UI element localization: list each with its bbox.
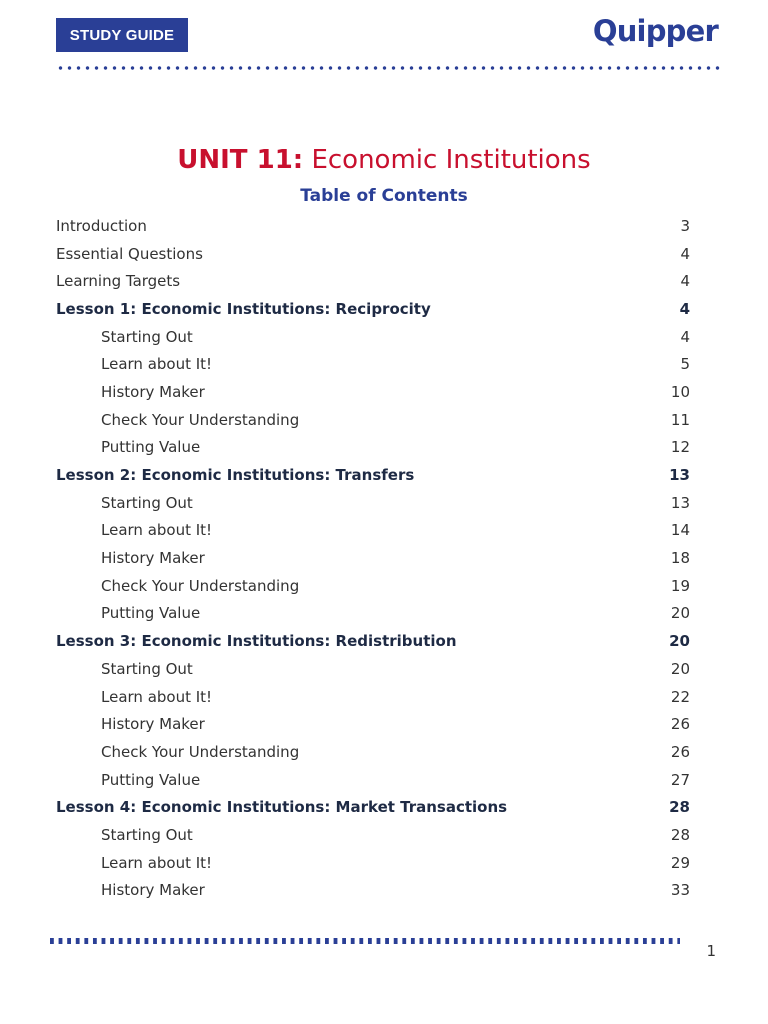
- toc-entry-label: Starting Out: [101, 825, 193, 844]
- toc-entry: [56, 295, 690, 323]
- toc-entry-page: 13: [669, 466, 690, 485]
- toc-entry-page: 11: [670, 410, 690, 429]
- toc-entry-page: 4: [679, 299, 690, 318]
- toc-entry: [56, 849, 690, 877]
- toc-entry-label: Learning Targets: [56, 272, 181, 291]
- toc-entry-page: 28: [670, 825, 690, 844]
- toc-entry-page: 27: [670, 770, 690, 789]
- toc-entry-page: 26: [670, 715, 690, 734]
- toc-entry-label: Introduction: [56, 216, 147, 235]
- toc-entry-label: History Maker: [101, 549, 205, 568]
- toc-entry-label: Putting Value: [101, 770, 201, 789]
- toc-entry: [56, 627, 690, 655]
- toc-entry-label: Putting Value: [101, 604, 201, 623]
- page-number: 1: [706, 942, 716, 960]
- toc-entry-label: Essential Questions: [56, 244, 203, 263]
- unit-number: UNIT 11:: [177, 145, 304, 175]
- toc-entry: [56, 710, 690, 738]
- toc-entry: [56, 323, 690, 351]
- toc-entry: [56, 212, 690, 240]
- toc-entry: [56, 489, 690, 517]
- toc-entry-label: Starting Out: [101, 659, 193, 678]
- toc-entry: [56, 572, 690, 600]
- toc-entry-label: Learn about It!: [101, 687, 213, 706]
- header-dotted-divider: [56, 66, 720, 70]
- toc-entry-page: 19: [670, 576, 690, 595]
- toc-entry-page: 26: [670, 742, 690, 761]
- toc-entry: [56, 821, 690, 849]
- toc-entry: [56, 240, 690, 268]
- toc-entry-page: 13: [670, 493, 690, 512]
- toc-entry-page: 18: [670, 549, 690, 568]
- toc-entry-page: 14: [670, 521, 690, 540]
- toc-entry-page: 20: [670, 604, 690, 623]
- toc-entry: [56, 877, 690, 905]
- toc-entry: [56, 461, 690, 489]
- toc-entry-label: Lesson 4: Economic Institutions: Market Transactions: [56, 798, 508, 817]
- toc-entry: [56, 406, 690, 434]
- page-title: [0, 142, 768, 178]
- study-guide-badge: STUDY GUIDE: [56, 18, 188, 52]
- quipper-logo: Quipper: [592, 14, 718, 48]
- toc-entry-label: History Maker: [101, 881, 205, 900]
- toc-entry-page: 5: [680, 355, 690, 374]
- toc-entry-page: 20: [669, 632, 690, 651]
- toc-entry-page: 22: [670, 687, 690, 706]
- footer-dotted-divider: [50, 938, 680, 944]
- toc-entry-label: Check Your Understanding: [101, 742, 300, 761]
- toc-entry-label: Lesson 2: Economic Institutions: Transfers: [56, 466, 415, 485]
- toc-entry: [56, 683, 690, 711]
- toc-entry-label: Putting Value: [101, 438, 201, 457]
- toc-entry: [56, 544, 690, 572]
- toc-entry-page: 4: [680, 244, 690, 263]
- toc-entry: [56, 793, 690, 821]
- toc-entry-label: Starting Out: [101, 493, 193, 512]
- toc-entry-page: 28: [669, 798, 690, 817]
- table-of-contents: [56, 212, 690, 904]
- toc-entry-page: 12: [670, 438, 690, 457]
- toc-entry-label: Check Your Understanding: [101, 576, 300, 595]
- toc-entry-page: 4: [680, 327, 690, 346]
- toc-entry-page: 3: [680, 216, 690, 235]
- toc-entry-label: Check Your Understanding: [101, 410, 300, 429]
- toc-entry-label: Starting Out: [101, 327, 193, 346]
- toc-entry-page: 33: [670, 881, 690, 900]
- toc-entry-page: 4: [680, 272, 690, 291]
- toc-entry: [56, 655, 690, 683]
- toc-entry-label: Learn about It!: [101, 853, 213, 872]
- toc-entry: [56, 600, 690, 628]
- toc-entry: [56, 267, 690, 295]
- toc-entry-page: 29: [670, 853, 690, 872]
- unit-name: Economic Institutions: [303, 145, 591, 175]
- toc-entry-label: History Maker: [101, 715, 205, 734]
- toc-entry-page: 10: [670, 382, 690, 401]
- toc-entry-page: 20: [670, 659, 690, 678]
- toc-entry-label: Learn about It!: [101, 521, 213, 540]
- toc-entry: [56, 434, 690, 462]
- toc-entry: [56, 350, 690, 378]
- toc-entry-label: History Maker: [101, 382, 205, 401]
- toc-entry: [56, 766, 690, 794]
- toc-entry-label: Learn about It!: [101, 355, 213, 374]
- toc-entry: [56, 517, 690, 545]
- toc-entry: [56, 378, 690, 406]
- toc-heading: Table of Contents: [300, 186, 468, 206]
- toc-entry-label: Lesson 3: Economic Institutions: Redistribution: [56, 632, 457, 651]
- toc-entry-label: Lesson 1: Economic Institutions: Reciprocity: [56, 299, 431, 318]
- toc-entry: [56, 738, 690, 766]
